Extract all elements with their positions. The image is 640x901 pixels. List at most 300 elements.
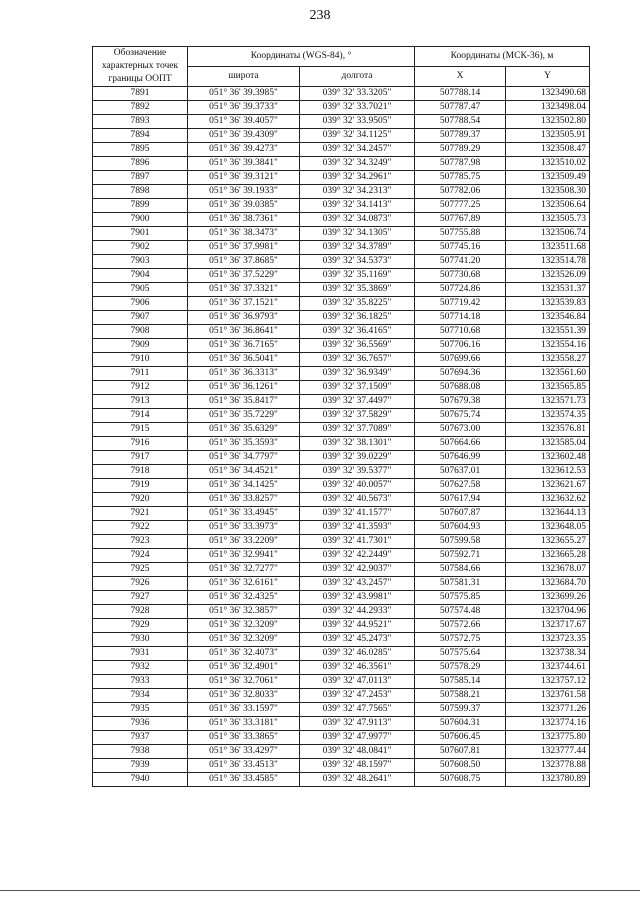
coord-x-cell: 507694.36 (415, 367, 506, 381)
longitude-cell: 039° 32' 33.7021" (300, 101, 415, 115)
table-row (93, 745, 590, 759)
table-row (93, 185, 590, 199)
point-id-cell: 7896 (93, 157, 188, 171)
table-row (93, 689, 590, 703)
coord-x-cell: 507592.71 (415, 549, 506, 563)
latitude-cell: 051° 36' 36.7165" (188, 339, 300, 353)
coord-y-cell: 1323774.16 (506, 717, 590, 731)
point-id-cell: 7910 (93, 353, 188, 367)
longitude-cell: 039° 32' 37.7089" (300, 423, 415, 437)
longitude-cell: 039° 32' 47.9113" (300, 717, 415, 731)
longitude-cell: 039° 32' 34.1125" (300, 129, 415, 143)
point-id-cell: 7905 (93, 283, 188, 297)
coord-y-cell: 1323509.49 (506, 171, 590, 185)
point-id-cell: 7920 (93, 493, 188, 507)
coord-x-cell: 507627.58 (415, 479, 506, 493)
longitude-cell: 039° 32' 40.0057" (300, 479, 415, 493)
coord-x-cell: 507606.45 (415, 731, 506, 745)
point-id-cell: 7908 (93, 325, 188, 339)
latitude-cell: 051° 36' 39.4057" (188, 115, 300, 129)
point-id-cell: 7939 (93, 759, 188, 773)
header-longitude: долгота (300, 67, 415, 87)
latitude-cell: 051° 36' 32.4901" (188, 661, 300, 675)
coord-y-cell: 1323699.26 (506, 591, 590, 605)
table-body (93, 87, 590, 787)
table-row (93, 521, 590, 535)
header-y: Y (506, 67, 590, 87)
table-row (93, 661, 590, 675)
coord-y-cell: 1323777.44 (506, 745, 590, 759)
coord-x-cell: 507608.75 (415, 773, 506, 787)
point-id-cell: 7936 (93, 717, 188, 731)
point-id-cell: 7935 (93, 703, 188, 717)
page-number: 238 (309, 8, 331, 23)
longitude-cell: 039° 32' 36.5569" (300, 339, 415, 353)
coord-y-cell: 1323508.47 (506, 143, 590, 157)
longitude-cell: 039° 32' 47.0113" (300, 675, 415, 689)
coord-y-cell: 1323738.34 (506, 647, 590, 661)
point-id-cell: 7916 (93, 437, 188, 451)
point-id-cell: 7895 (93, 143, 188, 157)
coord-y-cell: 1323704.96 (506, 605, 590, 619)
longitude-cell: 039° 32' 44.2933" (300, 605, 415, 619)
table-row (93, 759, 590, 773)
point-id-cell: 7926 (93, 577, 188, 591)
table-row (93, 353, 590, 367)
point-id-cell: 7904 (93, 269, 188, 283)
latitude-cell: 051° 36' 32.3209" (188, 619, 300, 633)
longitude-cell: 039° 32' 35.8225" (300, 297, 415, 311)
coord-y-cell: 1323723.35 (506, 633, 590, 647)
point-id-cell: 7902 (93, 241, 188, 255)
table-row (93, 171, 590, 185)
point-id-cell: 7919 (93, 479, 188, 493)
coord-x-cell: 507584.66 (415, 563, 506, 577)
longitude-cell: 039° 32' 47.7565" (300, 703, 415, 717)
longitude-cell: 039° 32' 45.2473" (300, 633, 415, 647)
latitude-cell: 051° 36' 32.4073" (188, 647, 300, 661)
coord-x-cell: 507675.74 (415, 409, 506, 423)
coord-y-cell: 1323506.64 (506, 199, 590, 213)
coord-y-cell: 1323571.73 (506, 395, 590, 409)
longitude-cell: 039° 32' 35.3869" (300, 283, 415, 297)
point-id-cell: 7900 (93, 213, 188, 227)
latitude-cell: 051° 36' 39.3985" (188, 87, 300, 101)
latitude-cell: 051° 36' 32.3209" (188, 633, 300, 647)
longitude-cell: 039° 32' 37.5829" (300, 409, 415, 423)
point-id-cell: 7917 (93, 451, 188, 465)
table-row (93, 395, 590, 409)
longitude-cell: 039° 32' 47.9977" (300, 731, 415, 745)
latitude-cell: 051° 36' 33.3181" (188, 717, 300, 731)
longitude-cell: 039° 32' 34.0873" (300, 213, 415, 227)
point-id-cell: 7925 (93, 563, 188, 577)
longitude-cell: 039° 32' 46.3561" (300, 661, 415, 675)
point-id-cell: 7912 (93, 381, 188, 395)
table-row (93, 297, 590, 311)
longitude-cell: 039° 32' 34.2457" (300, 143, 415, 157)
table-row (93, 101, 590, 115)
coord-x-cell: 507699.66 (415, 353, 506, 367)
longitude-cell: 039° 32' 34.3249" (300, 157, 415, 171)
latitude-cell: 051° 36' 33.4297" (188, 745, 300, 759)
coord-x-cell: 507688.08 (415, 381, 506, 395)
latitude-cell: 051° 36' 33.3865" (188, 731, 300, 745)
latitude-cell: 051° 36' 36.3313" (188, 367, 300, 381)
longitude-cell: 039° 32' 37.1509" (300, 381, 415, 395)
coord-x-cell: 507585.14 (415, 675, 506, 689)
point-id-cell: 7897 (93, 171, 188, 185)
latitude-cell: 051° 36' 32.9941" (188, 549, 300, 563)
coord-y-cell: 1323684.70 (506, 577, 590, 591)
table-row (93, 409, 590, 423)
longitude-cell: 039° 32' 41.3593" (300, 521, 415, 535)
latitude-cell: 051° 36' 36.9793" (188, 311, 300, 325)
longitude-cell: 039° 32' 34.1413" (300, 199, 415, 213)
point-id-cell: 7934 (93, 689, 188, 703)
coord-y-cell: 1323558.27 (506, 353, 590, 367)
point-id-cell: 7901 (93, 227, 188, 241)
point-id-cell: 7937 (93, 731, 188, 745)
coord-x-cell: 507788.54 (415, 115, 506, 129)
coord-x-cell: 507581.31 (415, 577, 506, 591)
table-row (93, 87, 590, 101)
table-row (93, 535, 590, 549)
point-id-cell: 7938 (93, 745, 188, 759)
point-id-cell: 7891 (93, 87, 188, 101)
latitude-cell: 051° 36' 34.7797" (188, 451, 300, 465)
latitude-cell: 051° 36' 37.1521" (188, 297, 300, 311)
coord-y-cell: 1323511.68 (506, 241, 590, 255)
coord-x-cell: 507741.20 (415, 255, 506, 269)
coord-x-cell: 507599.37 (415, 703, 506, 717)
longitude-cell: 039° 32' 34.2313" (300, 185, 415, 199)
point-id-cell: 7918 (93, 465, 188, 479)
point-id-cell: 7930 (93, 633, 188, 647)
coord-y-cell: 1323648.05 (506, 521, 590, 535)
longitude-cell: 039° 32' 36.9349" (300, 367, 415, 381)
coord-y-cell: 1323655.27 (506, 535, 590, 549)
point-id-cell: 7898 (93, 185, 188, 199)
latitude-cell: 051° 36' 38.3473" (188, 227, 300, 241)
latitude-cell: 051° 36' 38.7361" (188, 213, 300, 227)
coord-y-cell: 1323757.12 (506, 675, 590, 689)
longitude-cell: 039° 32' 42.9037" (300, 563, 415, 577)
coord-y-cell: 1323526.09 (506, 269, 590, 283)
latitude-cell: 051° 36' 33.4585" (188, 773, 300, 787)
coord-x-cell: 507572.75 (415, 633, 506, 647)
coord-y-cell: 1323585.04 (506, 437, 590, 451)
coord-x-cell: 507637.01 (415, 465, 506, 479)
table-row (93, 339, 590, 353)
coord-y-cell: 1323498.04 (506, 101, 590, 115)
coord-x-cell: 507787.98 (415, 157, 506, 171)
latitude-cell: 051° 36' 33.4513" (188, 759, 300, 773)
longitude-cell: 039° 32' 39.0229" (300, 451, 415, 465)
point-id-cell: 7922 (93, 521, 188, 535)
coord-x-cell: 507724.86 (415, 283, 506, 297)
coord-x-cell: 507782.06 (415, 185, 506, 199)
longitude-cell: 039° 32' 34.5373" (300, 255, 415, 269)
latitude-cell: 051° 36' 35.8417" (188, 395, 300, 409)
coordinates-table (92, 46, 590, 787)
point-id-cell: 7913 (93, 395, 188, 409)
longitude-cell: 039° 32' 43.9981" (300, 591, 415, 605)
coord-y-cell: 1323761.58 (506, 689, 590, 703)
table-row (93, 549, 590, 563)
latitude-cell: 051° 36' 37.9981" (188, 241, 300, 255)
table-row (93, 773, 590, 787)
point-id-cell: 7933 (93, 675, 188, 689)
coord-x-cell: 507608.50 (415, 759, 506, 773)
latitude-cell: 051° 36' 39.3733" (188, 101, 300, 115)
coord-x-cell: 507679.38 (415, 395, 506, 409)
table-row (93, 731, 590, 745)
coord-y-cell: 1323780.89 (506, 773, 590, 787)
longitude-cell: 039° 32' 35.1169" (300, 269, 415, 283)
table-row (93, 591, 590, 605)
header-designation: Обозначение характерных точек границы ООПТ (93, 47, 188, 87)
latitude-cell: 051° 36' 32.6161" (188, 577, 300, 591)
point-id-cell: 7931 (93, 647, 188, 661)
table-row (93, 255, 590, 269)
table-row (93, 143, 590, 157)
latitude-cell: 051° 36' 39.1933" (188, 185, 300, 199)
table-row (93, 157, 590, 171)
coord-x-cell: 507777.25 (415, 199, 506, 213)
table-row (93, 129, 590, 143)
coord-x-cell: 507719.42 (415, 297, 506, 311)
longitude-cell: 039° 32' 48.2641" (300, 773, 415, 787)
table-row (93, 479, 590, 493)
latitude-cell: 051° 36' 32.7277" (188, 563, 300, 577)
longitude-cell: 039° 32' 40.5673" (300, 493, 415, 507)
coord-y-cell: 1323644.13 (506, 507, 590, 521)
coord-x-cell: 507604.31 (415, 717, 506, 731)
table-row (93, 199, 590, 213)
coord-x-cell: 507578.29 (415, 661, 506, 675)
coord-y-cell: 1323546.84 (506, 311, 590, 325)
table-row (93, 507, 590, 521)
coord-x-cell: 507646.99 (415, 451, 506, 465)
point-id-cell: 7921 (93, 507, 188, 521)
coord-x-cell: 507789.37 (415, 129, 506, 143)
table-row (93, 227, 590, 241)
longitude-cell: 039° 32' 34.2961" (300, 171, 415, 185)
coord-x-cell: 507607.81 (415, 745, 506, 759)
coord-x-cell: 507664.66 (415, 437, 506, 451)
point-id-cell: 7914 (93, 409, 188, 423)
coord-y-cell: 1323565.85 (506, 381, 590, 395)
coord-y-cell: 1323574.35 (506, 409, 590, 423)
coord-x-cell: 507607.87 (415, 507, 506, 521)
coord-x-cell: 507604.93 (415, 521, 506, 535)
point-id-cell: 7915 (93, 423, 188, 437)
point-id-cell: 7892 (93, 101, 188, 115)
table-row (93, 465, 590, 479)
coord-x-cell: 507617.94 (415, 493, 506, 507)
longitude-cell: 039° 32' 33.3205" (300, 87, 415, 101)
longitude-cell: 039° 32' 33.9505" (300, 115, 415, 129)
table-row (93, 563, 590, 577)
latitude-cell: 051° 36' 33.3973" (188, 521, 300, 535)
coord-x-cell: 507572.66 (415, 619, 506, 633)
longitude-cell: 039° 32' 44.9521" (300, 619, 415, 633)
coord-x-cell: 507588.21 (415, 689, 506, 703)
coord-y-cell: 1323490.68 (506, 87, 590, 101)
point-id-cell: 7929 (93, 619, 188, 633)
coord-y-cell: 1323508.30 (506, 185, 590, 199)
latitude-cell: 051° 36' 32.7061" (188, 675, 300, 689)
coord-y-cell: 1323744.61 (506, 661, 590, 675)
coord-y-cell: 1323505.91 (506, 129, 590, 143)
latitude-cell: 051° 36' 33.4945" (188, 507, 300, 521)
coord-y-cell: 1323602.48 (506, 451, 590, 465)
latitude-cell: 051° 36' 34.1425" (188, 479, 300, 493)
latitude-cell: 051° 36' 37.3321" (188, 283, 300, 297)
longitude-cell: 039° 32' 34.1305" (300, 227, 415, 241)
point-id-cell: 7932 (93, 661, 188, 675)
coord-x-cell: 507575.64 (415, 647, 506, 661)
table-row (93, 605, 590, 619)
table-row (93, 325, 590, 339)
coord-x-cell: 507785.75 (415, 171, 506, 185)
latitude-cell: 051° 36' 32.3857" (188, 605, 300, 619)
latitude-cell: 051° 36' 35.6329" (188, 423, 300, 437)
table-row (93, 703, 590, 717)
table-row (93, 283, 590, 297)
point-id-cell: 7907 (93, 311, 188, 325)
coord-x-cell: 507574.48 (415, 605, 506, 619)
coord-y-cell: 1323510.02 (506, 157, 590, 171)
table-row (93, 633, 590, 647)
latitude-cell: 051° 36' 32.8033" (188, 689, 300, 703)
latitude-cell: 051° 36' 39.3121" (188, 171, 300, 185)
longitude-cell: 039° 32' 36.7657" (300, 353, 415, 367)
coord-y-cell: 1323506.74 (506, 227, 590, 241)
table-row (93, 577, 590, 591)
coord-y-cell: 1323551.39 (506, 325, 590, 339)
coord-y-cell: 1323678.07 (506, 563, 590, 577)
header-latitude: широта (188, 67, 300, 87)
latitude-cell: 051° 36' 35.7229" (188, 409, 300, 423)
point-id-cell: 7903 (93, 255, 188, 269)
point-id-cell: 7911 (93, 367, 188, 381)
longitude-cell: 039° 32' 48.0841" (300, 745, 415, 759)
longitude-cell: 039° 32' 34.3789" (300, 241, 415, 255)
longitude-cell: 039° 32' 37.4497" (300, 395, 415, 409)
coord-x-cell: 507789.29 (415, 143, 506, 157)
coord-y-cell: 1323576.81 (506, 423, 590, 437)
table-row (93, 381, 590, 395)
coord-x-cell: 507730.68 (415, 269, 506, 283)
coord-y-cell: 1323612.53 (506, 465, 590, 479)
coord-y-cell: 1323778.88 (506, 759, 590, 773)
table-row (93, 115, 590, 129)
latitude-cell: 051° 36' 39.0385" (188, 199, 300, 213)
longitude-cell: 039° 32' 38.1301" (300, 437, 415, 451)
coord-y-cell: 1323771.26 (506, 703, 590, 717)
header-msk36: Координаты (МСК-36), м (415, 47, 590, 67)
latitude-cell: 051° 36' 32.4325" (188, 591, 300, 605)
longitude-cell: 039° 32' 39.5377" (300, 465, 415, 479)
latitude-cell: 051° 36' 34.4521" (188, 465, 300, 479)
coord-y-cell: 1323775.80 (506, 731, 590, 745)
footer-rule (0, 890, 640, 891)
latitude-cell: 051° 36' 39.4309" (188, 129, 300, 143)
table-row (93, 675, 590, 689)
coord-x-cell: 507714.18 (415, 311, 506, 325)
table-row (93, 493, 590, 507)
coord-y-cell: 1323502.80 (506, 115, 590, 129)
table-row (93, 241, 590, 255)
coord-y-cell: 1323561.60 (506, 367, 590, 381)
longitude-cell: 039° 32' 48.1597" (300, 759, 415, 773)
point-id-cell: 7899 (93, 199, 188, 213)
coord-x-cell: 507788.14 (415, 87, 506, 101)
table-row (93, 367, 590, 381)
table-row (93, 423, 590, 437)
coord-y-cell: 1323717.67 (506, 619, 590, 633)
coord-y-cell: 1323621.67 (506, 479, 590, 493)
coord-x-cell: 507673.00 (415, 423, 506, 437)
latitude-cell: 051° 36' 35.3593" (188, 437, 300, 451)
coord-y-cell: 1323514.78 (506, 255, 590, 269)
table-row (93, 717, 590, 731)
longitude-cell: 039° 32' 42.2449" (300, 549, 415, 563)
table-row (93, 213, 590, 227)
coord-y-cell: 1323531.37 (506, 283, 590, 297)
latitude-cell: 051° 36' 36.5041" (188, 353, 300, 367)
coord-y-cell: 1323632.62 (506, 493, 590, 507)
longitude-cell: 039° 32' 36.4165" (300, 325, 415, 339)
coord-x-cell: 507706.16 (415, 339, 506, 353)
point-id-cell: 7893 (93, 115, 188, 129)
table-row (93, 647, 590, 661)
longitude-cell: 039° 32' 36.1825" (300, 311, 415, 325)
coord-y-cell: 1323539.83 (506, 297, 590, 311)
point-id-cell: 7923 (93, 535, 188, 549)
latitude-cell: 051° 36' 37.8685" (188, 255, 300, 269)
point-id-cell: 7894 (93, 129, 188, 143)
point-id-cell: 7927 (93, 591, 188, 605)
table-row (93, 311, 590, 325)
coord-x-cell: 507599.58 (415, 535, 506, 549)
latitude-cell: 051° 36' 36.1261" (188, 381, 300, 395)
coord-y-cell: 1323665.28 (506, 549, 590, 563)
latitude-cell: 051° 36' 33.2209" (188, 535, 300, 549)
latitude-cell: 051° 36' 39.4273" (188, 143, 300, 157)
point-id-cell: 7940 (93, 773, 188, 787)
latitude-cell: 051° 36' 36.8641" (188, 325, 300, 339)
coord-y-cell: 1323505.73 (506, 213, 590, 227)
longitude-cell: 039° 32' 43.2457" (300, 577, 415, 591)
coord-y-cell: 1323554.16 (506, 339, 590, 353)
header-wgs84: Координаты (WGS-84), ° (188, 47, 415, 67)
latitude-cell: 051° 36' 37.5229" (188, 269, 300, 283)
coord-x-cell: 507755.88 (415, 227, 506, 241)
latitude-cell: 051° 36' 33.1597" (188, 703, 300, 717)
longitude-cell: 039° 32' 46.0285" (300, 647, 415, 661)
point-id-cell: 7906 (93, 297, 188, 311)
table-row (93, 437, 590, 451)
point-id-cell: 7924 (93, 549, 188, 563)
table-row (93, 619, 590, 633)
coord-x-cell: 507745.16 (415, 241, 506, 255)
longitude-cell: 039° 32' 41.1577" (300, 507, 415, 521)
longitude-cell: 039° 32' 41.7301" (300, 535, 415, 549)
point-id-cell: 7909 (93, 339, 188, 353)
